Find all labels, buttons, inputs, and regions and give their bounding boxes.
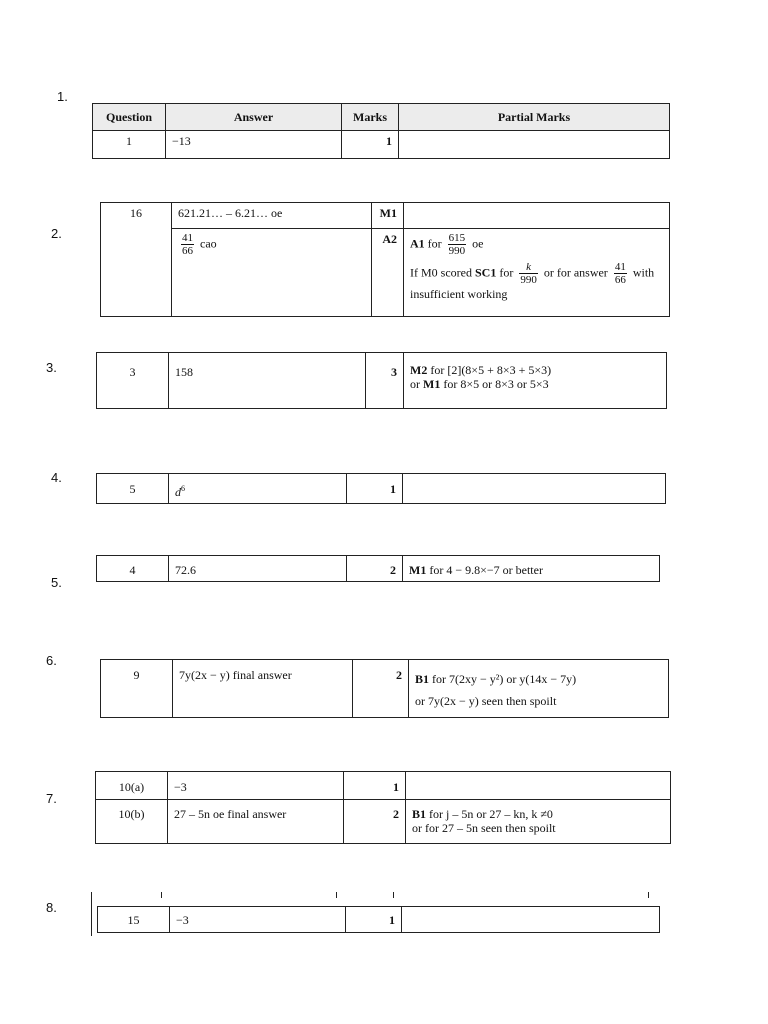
question-number-8: 8. xyxy=(46,900,57,915)
partial-marks-cell: M2 for [2](8×5 + 8×3 + 5×3) or M1 for 8×5 or 8×3 or 5×3 xyxy=(404,353,667,409)
header-marks: Marks xyxy=(342,104,399,131)
marks-cell: 2 xyxy=(344,800,406,844)
question-cell: 10(b) xyxy=(96,800,168,844)
marks-cell: 1 xyxy=(344,772,406,800)
question-number-3: 3. xyxy=(46,360,57,375)
question-cell: 1 xyxy=(93,131,166,159)
partial-marks-cell xyxy=(403,474,666,504)
question-cell: 16 xyxy=(101,203,172,317)
marks-cell: 2 xyxy=(353,660,409,718)
question-cell: 15 xyxy=(98,907,170,933)
mark-table-8 xyxy=(97,906,660,933)
mark-label: M2 xyxy=(410,363,428,377)
mark-table-1 xyxy=(92,103,670,159)
question-number-7: 7. xyxy=(46,791,57,806)
table-rule xyxy=(91,892,92,936)
mark-table-3 xyxy=(96,352,667,409)
table-rule xyxy=(648,892,649,898)
marks-cell: 3 xyxy=(366,353,404,409)
question-number-6: 6. xyxy=(46,653,57,668)
answer-suffix: cao xyxy=(200,236,217,251)
marks-cell: 1 xyxy=(342,131,399,159)
marks-cell: 1 xyxy=(347,474,403,504)
mark-table-5 xyxy=(96,555,660,582)
table-rule xyxy=(336,892,337,898)
partial-marks-cell xyxy=(402,907,660,933)
fraction: $\frac{k}{990}$ xyxy=(520,261,537,286)
mark-label: A1 xyxy=(410,236,425,251)
mark-table-4 xyxy=(96,473,666,504)
answer-cell: 72.6 xyxy=(169,556,347,582)
marks-cell: 2 xyxy=(347,556,403,582)
question-number-2: 2. xyxy=(51,226,62,241)
header-question: Question xyxy=(93,104,166,131)
header-answer: Answer xyxy=(166,104,342,131)
question-number-5: 5. xyxy=(51,575,62,590)
table-rule xyxy=(161,892,162,898)
question-cell: 5 xyxy=(97,474,169,504)
mark-table-7 xyxy=(95,771,671,844)
fraction: $\frac{615}{990}$ xyxy=(448,232,466,257)
answer-cell: 621.21… – 6.21… oe xyxy=(172,203,372,229)
answer-cell: 158 xyxy=(169,353,366,409)
mark-label: M1 xyxy=(423,377,441,391)
mark-label: M1 xyxy=(409,563,427,577)
answer-cell: 7y(2x − y) final answer xyxy=(173,660,353,718)
answer-cell xyxy=(172,229,372,317)
mark-table-6 xyxy=(100,659,669,718)
mark-label: SC1 xyxy=(474,265,497,280)
partial-marks-cell: B1 for j – 5n or 27 – kn, k ≠0 or for 27 – 5n seen then spoilt xyxy=(406,800,671,844)
marks-cell: 1 xyxy=(346,907,402,933)
mark-label: B1 xyxy=(415,672,430,686)
question-cell: 10(a) xyxy=(96,772,168,800)
answer-cell: −13 xyxy=(166,131,342,159)
marks-cell: M1 xyxy=(372,203,404,229)
question-number-4: 4. xyxy=(51,470,62,485)
answer-cell: 27 – 5n oe final answer xyxy=(168,800,344,844)
question-cell: 9 xyxy=(101,660,173,718)
partial-marks-cell xyxy=(399,131,670,159)
answer-fraction: $\frac{41}{66}$ xyxy=(182,232,193,257)
mark-label: B1 xyxy=(412,807,427,821)
marks-cell: A2 xyxy=(372,229,404,317)
partial-marks-cell xyxy=(406,772,671,800)
partial-marks-cell: M1 for 4 − 9.8×−7 or better xyxy=(403,556,660,582)
fraction: $\frac{41}{66}$ xyxy=(614,261,626,286)
question-cell: 4 xyxy=(97,556,169,582)
partial-marks-cell: B1 for 7(2xy − y²) or y(14x − 7y) or 7y(2x − y) seen then spoilt xyxy=(409,660,669,718)
answer-cell: −3 xyxy=(168,772,344,800)
partial-marks-cell xyxy=(404,203,670,229)
question-cell: 3 xyxy=(97,353,169,409)
answer-cell: −3 xyxy=(170,907,346,933)
partial-marks-cell: A1 for $\frac{615}{990}$ oe If M0 scored SC1 for $\frac{k}{990}$ or for answer $\frac{41}{66}$ with insufficient working xyxy=(404,229,670,317)
answer-cell: $d^6$ xyxy=(169,474,347,504)
question-number-1: 1. xyxy=(57,89,68,104)
mark-table-2 xyxy=(100,202,670,317)
header-partial-marks: Partial Marks xyxy=(399,104,670,131)
table-rule xyxy=(393,892,394,898)
